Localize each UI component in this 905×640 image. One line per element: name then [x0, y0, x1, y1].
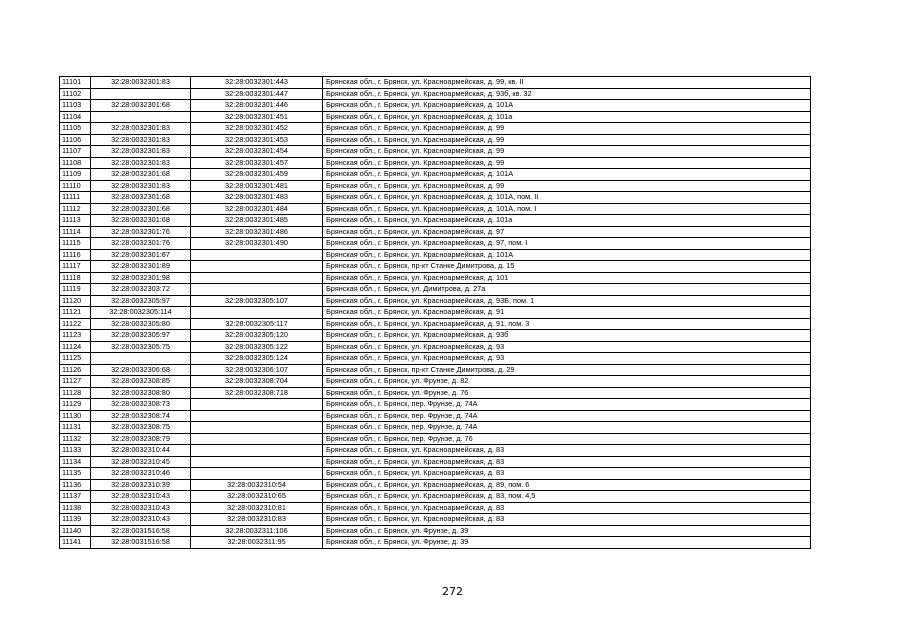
- page-number: 272: [442, 585, 463, 598]
- parcel-number-cell: 32:28:0032308:75: [91, 422, 191, 434]
- row-number-cell: 11116: [60, 249, 91, 261]
- object-number-cell: [191, 307, 323, 319]
- parcel-number-cell: 32:28:0032308:80: [91, 387, 191, 399]
- object-number-cell: 32:28:0032305:124: [191, 353, 323, 365]
- row-number-cell: 11118: [60, 272, 91, 284]
- parcel-number-cell: 32:28:0032310:44: [91, 445, 191, 457]
- table-row: [60, 272, 811, 284]
- parcel-number-cell: [91, 353, 191, 365]
- object-number-cell: 32:28:0032311:95: [191, 537, 323, 549]
- table-row: [60, 514, 811, 526]
- table-row: [60, 157, 811, 169]
- object-number-cell: [191, 284, 323, 296]
- table-row: [60, 387, 811, 399]
- parcel-number-cell: 32:28:0032308:79: [91, 433, 191, 445]
- parcel-number-cell: 32:28:0032301:68: [91, 169, 191, 181]
- table-row: [60, 479, 811, 491]
- table-row: [60, 215, 811, 227]
- table-row: [60, 123, 811, 135]
- object-number-cell: 32:28:0032310:54: [191, 479, 323, 491]
- object-number-cell: [191, 272, 323, 284]
- address-cell: Брянская обл., г. Брянск, ул. Красноармейская, д. 93б, кв. 32: [323, 88, 811, 100]
- row-number-cell: 11129: [60, 399, 91, 411]
- parcel-number-cell: 32:28:0031516:58: [91, 537, 191, 549]
- parcel-number-cell: 32:28:0031516:58: [91, 525, 191, 537]
- row-number-cell: 11108: [60, 157, 91, 169]
- object-number-cell: 32:28:0032301:486: [191, 226, 323, 238]
- object-number-cell: 32:28:0032301:481: [191, 180, 323, 192]
- address-cell: Брянская обл., г. Брянск, ул. Красноармейская, д. 83: [323, 445, 811, 457]
- parcel-number-cell: 32:28:0032301:89: [91, 261, 191, 273]
- parcel-number-cell: [91, 111, 191, 123]
- address-cell: Брянская обл., г. Брянск, ул. Фрунзе, д. 39: [323, 525, 811, 537]
- object-number-cell: 32:28:0032308:718: [191, 387, 323, 399]
- object-number-cell: 32:28:0032301:484: [191, 203, 323, 215]
- parcel-number-cell: 32:28:0032308:85: [91, 376, 191, 388]
- row-number-cell: 11114: [60, 226, 91, 238]
- object-number-cell: 32:28:0032311:106: [191, 525, 323, 537]
- address-cell: Брянская обл., г. Брянск, пр-кт Станке Димитрова, д. 29: [323, 364, 811, 376]
- row-number-cell: 11127: [60, 376, 91, 388]
- table-row: [60, 422, 811, 434]
- parcel-number-cell: 32:28:0032301:68: [91, 203, 191, 215]
- parcel-number-cell: 32:28:0032308:74: [91, 410, 191, 422]
- table-row: [60, 295, 811, 307]
- parcel-number-cell: 32:28:0032303:72: [91, 284, 191, 296]
- table-row: [60, 376, 811, 388]
- table-row: [60, 318, 811, 330]
- object-number-cell: [191, 456, 323, 468]
- address-cell: Брянская обл., г. Брянск, ул. Красноармейская, д. 93Б, пом. 1: [323, 295, 811, 307]
- address-cell: Брянская обл., г. Брянск, ул. Красноармейская, д. 101: [323, 272, 811, 284]
- address-cell: Брянская обл., г. Брянск, пер. Фрунзе, д. 74А: [323, 399, 811, 411]
- address-cell: Брянская обл., г. Брянск, ул. Красноармейская, д. 101А, пом. I: [323, 203, 811, 215]
- object-number-cell: 32:28:0032301:452: [191, 123, 323, 135]
- address-cell: Брянская обл., г. Брянск, ул. Красноармейская, д. 93б: [323, 330, 811, 342]
- parcel-number-cell: 32:28:0032301:68: [91, 100, 191, 112]
- table-row: [60, 502, 811, 514]
- address-cell: Брянская обл., г. Брянск, ул. Красноармейская, д. 97: [323, 226, 811, 238]
- object-number-cell: [191, 399, 323, 411]
- table-row: [60, 445, 811, 457]
- table-row: [60, 134, 811, 146]
- parcel-number-cell: 32:28:0032305:97: [91, 330, 191, 342]
- parcel-number-cell: 32:28:0032301:76: [91, 238, 191, 250]
- address-cell: Брянская обл., г. Брянск, ул. Красноармейская, д. 83: [323, 468, 811, 480]
- address-cell: Брянская обл., г. Брянск, ул. Красноармейская, д. 101А: [323, 169, 811, 181]
- object-number-cell: 32:28:0032305:122: [191, 341, 323, 353]
- address-cell: Брянская обл., г. Брянск, ул. Фрунзе, д. 76: [323, 387, 811, 399]
- object-number-cell: 32:28:0032301:459: [191, 169, 323, 181]
- row-number-cell: 11137: [60, 491, 91, 503]
- object-number-cell: 32:28:0032301:451: [191, 111, 323, 123]
- parcel-number-cell: 32:28:0032301:83: [91, 146, 191, 158]
- row-number-cell: 11109: [60, 169, 91, 181]
- object-number-cell: [191, 249, 323, 261]
- table-row: [60, 353, 811, 365]
- table-row: [60, 88, 811, 100]
- address-cell: Брянская обл., г. Брянск, ул. Фрунзе, д. 82: [323, 376, 811, 388]
- address-cell: Брянская обл., г. Брянск, ул. Красноармейская, д. 99: [323, 134, 811, 146]
- address-cell: Брянская обл., г. Брянск, ул. Красноармейская, д. 101А: [323, 100, 811, 112]
- cadastral-table: [59, 76, 811, 549]
- table-row: [60, 238, 811, 250]
- object-number-cell: 32:28:0032301:454: [191, 146, 323, 158]
- object-number-cell: [191, 433, 323, 445]
- address-cell: Брянская обл., г. Брянск, ул. Фрунзе, д. 39: [323, 537, 811, 549]
- parcel-number-cell: 32:28:0032301:67: [91, 249, 191, 261]
- parcel-number-cell: 32:28:0032310:39: [91, 479, 191, 491]
- address-cell: Брянская обл., г. Брянск, ул. Красноармейская, д. 83: [323, 502, 811, 514]
- parcel-number-cell: [91, 88, 191, 100]
- row-number-cell: 11122: [60, 318, 91, 330]
- row-number-cell: 11133: [60, 445, 91, 457]
- parcel-number-cell: 32:28:0032301:83: [91, 123, 191, 135]
- table-row: [60, 341, 811, 353]
- address-cell: Брянская обл., г. Брянск, ул. Красноармейская, д. 101А: [323, 249, 811, 261]
- object-number-cell: 32:28:0032310:81: [191, 502, 323, 514]
- table-row: [60, 491, 811, 503]
- table-row: [60, 146, 811, 158]
- parcel-number-cell: 32:28:0032301:83: [91, 134, 191, 146]
- address-cell: Брянская обл., г. Брянск, ул. Красноармейская, д. 99: [323, 146, 811, 158]
- table-row: [60, 468, 811, 480]
- row-number-cell: 11123: [60, 330, 91, 342]
- object-number-cell: 32:28:0032305:117: [191, 318, 323, 330]
- row-number-cell: 11106: [60, 134, 91, 146]
- address-cell: Брянская обл., г. Брянск, ул. Красноармейская, д. 83: [323, 456, 811, 468]
- table-row: [60, 330, 811, 342]
- parcel-number-cell: 32:28:0032305:75: [91, 341, 191, 353]
- address-cell: Брянская обл., г. Брянск, ул. Красноармейская, д. 99: [323, 157, 811, 169]
- row-number-cell: 11140: [60, 525, 91, 537]
- row-number-cell: 11110: [60, 180, 91, 192]
- object-number-cell: 32:28:0032306:107: [191, 364, 323, 376]
- row-number-cell: 11119: [60, 284, 91, 296]
- object-number-cell: 32:28:0032301:446: [191, 100, 323, 112]
- table-row: [60, 111, 811, 123]
- address-cell: Брянская обл., г. Брянск, ул. Красноармейская, д. 91: [323, 307, 811, 319]
- row-number-cell: 11138: [60, 502, 91, 514]
- parcel-number-cell: 32:28:0032301:68: [91, 215, 191, 227]
- address-cell: Брянская обл., г. Брянск, ул. Красноармейская, д. 99, кв. II: [323, 77, 811, 89]
- object-number-cell: 32:28:0032301:443: [191, 77, 323, 89]
- row-number-cell: 11117: [60, 261, 91, 273]
- parcel-number-cell: 32:28:0032301:83: [91, 77, 191, 89]
- address-cell: Брянская обл., г. Брянск, ул. Красноармейская, д. 99: [323, 123, 811, 135]
- table-row: [60, 249, 811, 261]
- parcel-number-cell: 32:28:0032308:73: [91, 399, 191, 411]
- table-row: [60, 456, 811, 468]
- object-number-cell: [191, 422, 323, 434]
- object-number-cell: 32:28:0032308:704: [191, 376, 323, 388]
- row-number-cell: 11120: [60, 295, 91, 307]
- parcel-number-cell: 32:28:0032305:97: [91, 295, 191, 307]
- object-number-cell: [191, 468, 323, 480]
- table-row: [60, 261, 811, 273]
- table-row: [60, 226, 811, 238]
- parcel-number-cell: 32:28:0032310:43: [91, 502, 191, 514]
- table-body: [60, 77, 811, 549]
- address-cell: Брянская обл., г. Брянск, пер. Фрунзе, д. 76: [323, 433, 811, 445]
- row-number-cell: 11136: [60, 479, 91, 491]
- row-number-cell: 11111: [60, 192, 91, 204]
- row-number-cell: 11141: [60, 537, 91, 549]
- address-cell: Брянская обл., г. Брянск, ул. Димитрова, д. 27а: [323, 284, 811, 296]
- row-number-cell: 11124: [60, 341, 91, 353]
- row-number-cell: 11101: [60, 77, 91, 89]
- row-number-cell: 11126: [60, 364, 91, 376]
- parcel-number-cell: 32:28:0032301:83: [91, 180, 191, 192]
- table-row: [60, 169, 811, 181]
- address-cell: Брянская обл., г. Брянск, ул. Красноармейская, д. 91, пом. 3: [323, 318, 811, 330]
- address-cell: Брянская обл., г. Брянск, ул. Красноармейская, д. 83: [323, 514, 811, 526]
- object-number-cell: 32:28:0032301:483: [191, 192, 323, 204]
- address-cell: Брянская обл., г. Брянск, ул. Красноармейская, д. 99: [323, 180, 811, 192]
- address-cell: Брянская обл., г. Брянск, ул. Красноармейская, д. 101А, пом. II: [323, 192, 811, 204]
- table-row: [60, 433, 811, 445]
- table-row: [60, 399, 811, 411]
- address-cell: Брянская обл., г. Брянск, ул. Красноармейская, д. 101а: [323, 111, 811, 123]
- row-number-cell: 11132: [60, 433, 91, 445]
- parcel-number-cell: 32:28:0032301:98: [91, 272, 191, 284]
- parcel-number-cell: 32:28:0032310:43: [91, 491, 191, 503]
- address-cell: Брянская обл., г. Брянск, ул. Красноармейская, д. 89, пом. 6: [323, 479, 811, 491]
- table-row: [60, 192, 811, 204]
- address-cell: Брянская обл., г. Брянск, пр-кт Станке Димитрова, д. 15: [323, 261, 811, 273]
- object-number-cell: 32:28:0032301:485: [191, 215, 323, 227]
- row-number-cell: 11135: [60, 468, 91, 480]
- row-number-cell: 11105: [60, 123, 91, 135]
- address-cell: Брянская обл., г. Брянск, ул. Красноармейская, д. 101а: [323, 215, 811, 227]
- address-cell: Брянская обл., г. Брянск, пер. Фрунзе, д. 74А: [323, 422, 811, 434]
- object-number-cell: 32:28:0032305:120: [191, 330, 323, 342]
- parcel-number-cell: 32:28:0032301:68: [91, 192, 191, 204]
- object-number-cell: 32:28:0032305:107: [191, 295, 323, 307]
- object-number-cell: 32:28:0032301:490: [191, 238, 323, 250]
- table-row: [60, 180, 811, 192]
- row-number-cell: 11102: [60, 88, 91, 100]
- parcel-number-cell: 32:28:0032310:46: [91, 468, 191, 480]
- object-number-cell: [191, 445, 323, 457]
- row-number-cell: 11139: [60, 514, 91, 526]
- object-number-cell: 32:28:0032310:65: [191, 491, 323, 503]
- address-cell: Брянская обл., г. Брянск, ул. Красноармейская, д. 93: [323, 353, 811, 365]
- table-row: [60, 364, 811, 376]
- parcel-number-cell: 32:28:0032306:68: [91, 364, 191, 376]
- object-number-cell: 32:28:0032301:447: [191, 88, 323, 100]
- row-number-cell: 11121: [60, 307, 91, 319]
- address-cell: Брянская обл., г. Брянск, ул. Красноармейская, д. 97, пом. I: [323, 238, 811, 250]
- parcel-number-cell: 32:28:0032301:76: [91, 226, 191, 238]
- table-row: [60, 77, 811, 89]
- row-number-cell: 11128: [60, 387, 91, 399]
- row-number-cell: 11131: [60, 422, 91, 434]
- table-row: [60, 307, 811, 319]
- row-number-cell: 11125: [60, 353, 91, 365]
- row-number-cell: 11115: [60, 238, 91, 250]
- row-number-cell: 11134: [60, 456, 91, 468]
- address-cell: Брянская обл., г. Брянск, ул. Красноармейская, д. 83, пом. 4,5: [323, 491, 811, 503]
- object-number-cell: 32:28:0032310:83: [191, 514, 323, 526]
- object-number-cell: [191, 261, 323, 273]
- row-number-cell: 11104: [60, 111, 91, 123]
- row-number-cell: 11107: [60, 146, 91, 158]
- row-number-cell: 11113: [60, 215, 91, 227]
- object-number-cell: 32:28:0032301:453: [191, 134, 323, 146]
- table-row: [60, 203, 811, 215]
- object-number-cell: [191, 410, 323, 422]
- parcel-number-cell: 32:28:0032305:114: [91, 307, 191, 319]
- address-cell: Брянская обл., г. Брянск, пер. Фрунзе, д. 74А: [323, 410, 811, 422]
- table-row: [60, 100, 811, 112]
- parcel-number-cell: 32:28:0032305:80: [91, 318, 191, 330]
- table-row: [60, 410, 811, 422]
- row-number-cell: 11103: [60, 100, 91, 112]
- table-row: [60, 284, 811, 296]
- parcel-number-cell: 32:28:0032310:45: [91, 456, 191, 468]
- table-row: [60, 537, 811, 549]
- row-number-cell: 11112: [60, 203, 91, 215]
- parcel-number-cell: 32:28:0032301:83: [91, 157, 191, 169]
- parcel-number-cell: 32:28:0032310:43: [91, 514, 191, 526]
- object-number-cell: 32:28:0032301:457: [191, 157, 323, 169]
- table-row: [60, 525, 811, 537]
- row-number-cell: 11130: [60, 410, 91, 422]
- address-cell: Брянская обл., г. Брянск, ул. Красноармейская, д. 93: [323, 341, 811, 353]
